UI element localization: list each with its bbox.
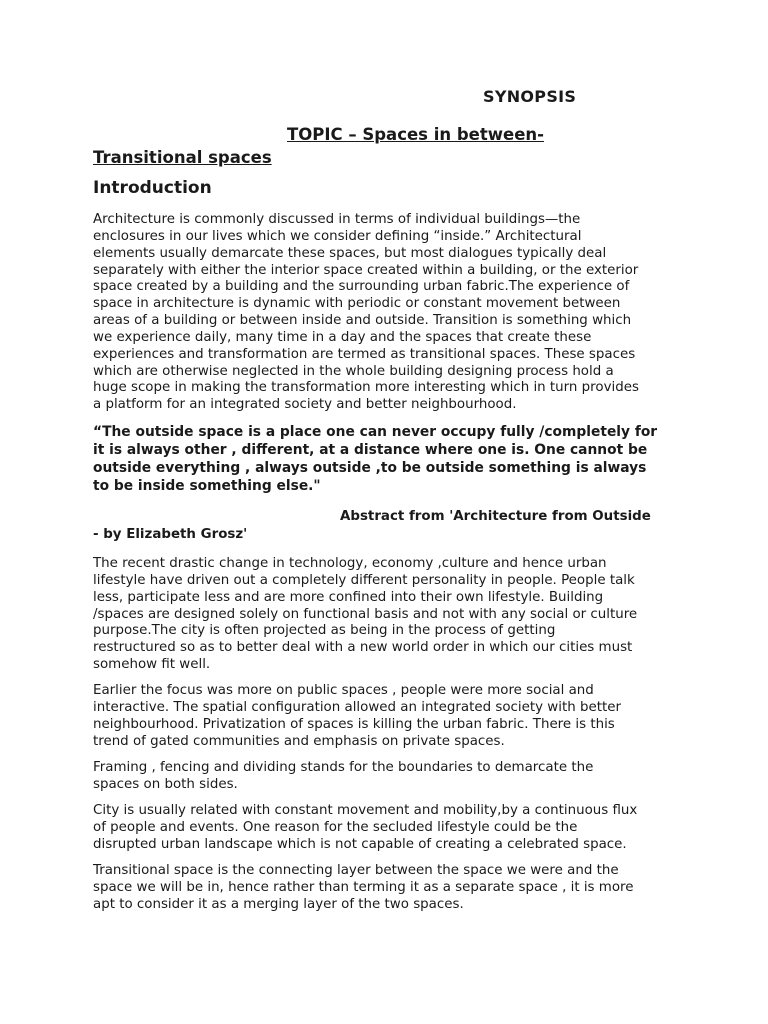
introduction-heading: Introduction bbox=[93, 178, 212, 198]
topic-line-2: Transitional spaces bbox=[93, 148, 272, 167]
quote-attribution bbox=[93, 508, 693, 544]
paragraph-technology-change: The recent drastic change in technology, economy ,culture and hence urban lifestyle have driven out a completely different personality in people. People talk less, participate less and are more confined into their own lifestyle. Building /spaces are designed solely on functional basis and not with any social or culture purpose.The city is often projected as being in the process of getting restructured so as to better deal with a new world order in which our cities must somehow fit well. bbox=[93, 556, 638, 673]
topic-line-1: TOPIC – Spaces in between- bbox=[287, 125, 544, 144]
paragraph-transitional-space: Transitional space is the connecting layer between the space we were and the space we will be in, hence rather than terming it as a separate space , it is more apt to consider it as a merging layer of the two spaces. bbox=[93, 863, 634, 912]
paragraph-public-spaces: Earlier the focus was more on public spaces , people were more social and interactive. The spatial configuration allowed an integrated society with better neighbourhood. Privatization of spaces is killing the urban fabric. There is this trend of gated communities and emphasis on private spaces. bbox=[93, 683, 621, 749]
attribution-line-2: - by Elizabeth Grosz' bbox=[93, 527, 248, 542]
paragraph-city-movement: City is usually related with constant movement and mobility,by a continuous flux of people and events. One reason for the secluded lifestyle could be the disrupted urban landscape which is not capable of creating a celebrated space. bbox=[93, 803, 638, 852]
topic-heading bbox=[93, 123, 693, 169]
intro-paragraph: Architecture is commonly discussed in terms of individual buildings—the enclosures in our lives which we consider defining “inside.” Architectural elements usually demarcate these spaces, but most dialogues typically deal separately with either the interior space created within a building, or the exterior space created by a building and the surrounding urban fabric.The experience of space in architecture is dynamic with periodic or constant movement between areas of a building or between inside and outside. Transition is something which we experience daily, many time in a day and the spaces that create these experiences and transformation are termed as transitional spaces. These spaces which are otherwise neglected in the whole building designing process hold a huge scope in making the transformation more interesting which in turn provides a platform for an integrated society and better neighbourhood. bbox=[93, 212, 639, 413]
attribution-line-1: Abstract from 'Architecture from Outside bbox=[340, 509, 651, 524]
quote-block: “The outside space is a place one can never occupy fully /completely for it is always other , different, at a distance where one is. One cannot be outside everything , always outside ,to be outside something is always to be inside something else." bbox=[93, 424, 658, 494]
synopsis-heading: SYNOPSIS bbox=[483, 87, 577, 106]
paragraph-framing: Framing , fencing and dividing stands for the boundaries to demarcate the spaces on both sides. bbox=[93, 760, 594, 792]
